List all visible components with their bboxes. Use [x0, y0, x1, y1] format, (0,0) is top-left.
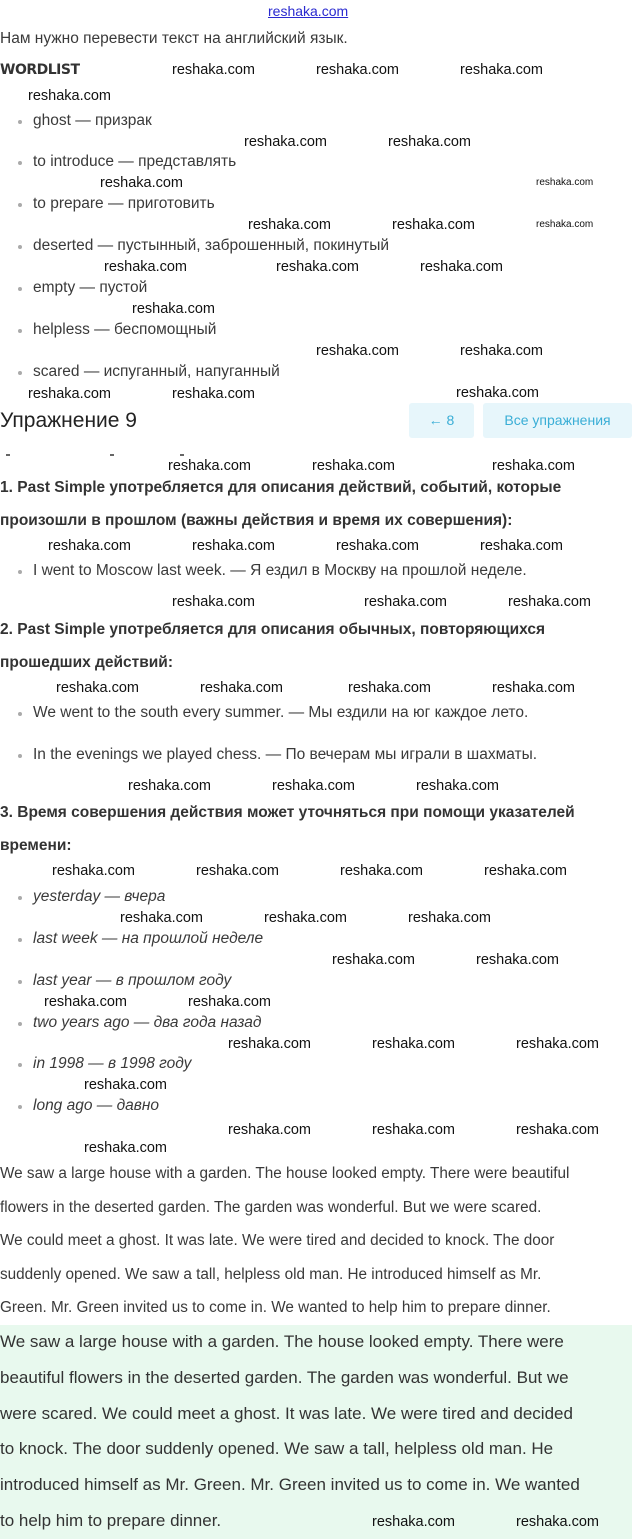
watermark: reshaka.com — [276, 259, 360, 275]
watermark: reshaka.com — [340, 863, 424, 879]
watermark: reshaka.com — [244, 134, 328, 150]
bullet — [18, 287, 22, 291]
rule-3-cont: времени: — [0, 837, 72, 854]
watermark: reshaka.com — [120, 910, 204, 926]
watermark: reshaka.com — [188, 994, 272, 1010]
watermark: reshaka.com — [516, 1514, 600, 1530]
watermark: reshaka.com — [52, 863, 136, 879]
answer-line: to knock. The door suddenly opened. We saw a tall, helpless old man. He — [0, 1439, 554, 1458]
rule-1-cont: произошли в прошлом (важны действия и время их совершения): — [0, 512, 513, 529]
text-line: We could meet a ghost. It was late. We were tired and decided to knock. The door — [0, 1232, 555, 1249]
watermark: reshaka.com — [228, 1036, 312, 1052]
text-line: flowers in the deserted garden. The garden was wonderful. But we were scared. — [0, 1199, 542, 1216]
bullet — [18, 371, 22, 375]
watermark: reshaka.com — [392, 217, 476, 233]
bullet — [18, 980, 22, 984]
bullet — [18, 245, 22, 249]
bullet — [18, 329, 22, 333]
watermark: reshaka.com — [312, 458, 396, 474]
answer-box — [0, 1325, 632, 1539]
watermark: reshaka.com — [104, 259, 188, 275]
rule-2-cont: прошедших действий: — [0, 654, 173, 671]
watermark: reshaka.com — [200, 680, 284, 696]
watermark: reshaka.com — [84, 1140, 168, 1156]
watermark: reshaka.com — [372, 1514, 456, 1530]
watermark: reshaka.com — [516, 1122, 600, 1138]
watermark: reshaka.com — [272, 778, 356, 794]
watermark: reshaka.com — [388, 134, 472, 150]
divider-mark — [110, 454, 114, 456]
bullet — [18, 896, 22, 900]
example-item: last week — на прошлой неделе — [33, 930, 264, 947]
bullet — [18, 1105, 22, 1109]
rule-number: 1. — [0, 479, 13, 496]
list-item: helpless — беспомощный — [33, 321, 217, 338]
watermark: reshaka.com — [228, 1122, 312, 1138]
bullet — [18, 712, 22, 716]
answer-line: introduced himself as Mr. Green. Mr. Green invited us to come in. We wanted — [0, 1475, 580, 1494]
watermark: reshaka.com — [536, 177, 594, 188]
watermark: reshaka.com — [420, 259, 504, 275]
watermark: reshaka.com — [336, 538, 420, 554]
watermark: reshaka.com — [128, 778, 212, 794]
watermark: reshaka.com — [416, 778, 500, 794]
watermark: reshaka.com — [28, 386, 112, 402]
watermark: reshaka.com — [168, 458, 252, 474]
divider-mark — [6, 454, 10, 456]
example-item: In the evenings we played chess. — По вечерам мы играли в шахматы. — [33, 746, 538, 763]
answer-line: We saw a large house with a garden. The house looked empty. There were — [0, 1332, 564, 1351]
bullet — [18, 938, 22, 942]
text-line: suddenly opened. We saw a tall, helpless old man. He introduced himself as Mr. — [0, 1266, 542, 1283]
rule-number: 3. — [0, 804, 13, 821]
watermark: reshaka.com — [316, 62, 400, 78]
list-item: scared — испуганный, напуганный — [33, 363, 280, 380]
watermark: reshaka.com — [172, 386, 256, 402]
watermark: reshaka.com — [480, 538, 564, 554]
all-exercises-button[interactable]: Все упражнения — [483, 403, 632, 438]
watermark: reshaka.com — [192, 538, 276, 554]
watermark: reshaka.com — [460, 62, 544, 78]
watermark: reshaka.com — [84, 1077, 168, 1093]
rule-2 — [0, 620, 545, 640]
text-line: We saw a large house with a garden. The house looked empty. There were beautiful — [0, 1165, 570, 1182]
rule-text: Past Simple употребляется для описания обычных, повторяющихся — [17, 621, 546, 638]
rule-text: Время совершения действия может уточняться при помощи указателей — [17, 804, 575, 821]
watermark: reshaka.com — [348, 680, 432, 696]
bullet — [18, 161, 22, 165]
answer-line: were scared. We could meet a ghost. It was late. We were tired and decided — [0, 1404, 573, 1423]
list-item: empty — пустой — [33, 279, 148, 296]
list-item: to introduce — представлять — [33, 153, 237, 170]
watermark: reshaka.com — [456, 385, 540, 401]
watermark: reshaka.com — [508, 594, 592, 610]
example-item: last year — в прошлом году — [33, 972, 232, 989]
bullet — [18, 203, 22, 207]
list-item: to prepare — приготовить — [33, 195, 215, 212]
watermark-link[interactable]: reshaka.com — [268, 3, 349, 19]
rule-3 — [0, 803, 575, 823]
list-item: deserted — пустынный, заброшенный, покинутый — [33, 237, 390, 254]
watermark: reshaka.com — [372, 1122, 456, 1138]
watermark: reshaka.com — [332, 952, 416, 968]
rule-text: Past Simple употребляется для описания действий, событий, которые — [17, 479, 562, 496]
bullet — [18, 754, 22, 758]
watermark: reshaka.com — [372, 1036, 456, 1052]
watermark: reshaka.com — [172, 62, 256, 78]
divider-mark — [180, 454, 184, 456]
bullet — [18, 120, 22, 124]
intro-text: Нам нужно перевести текст на английский язык. — [0, 30, 348, 47]
example-item: long ago — давно — [33, 1097, 160, 1114]
watermark: reshaka.com — [408, 910, 492, 926]
rule-1 — [0, 478, 561, 498]
watermark: reshaka.com — [460, 343, 544, 359]
watermark: reshaka.com — [264, 910, 348, 926]
watermark: reshaka.com — [100, 175, 184, 191]
watermark: reshaka.com — [56, 680, 140, 696]
prev-exercise-button[interactable]: ← 8 — [409, 403, 474, 438]
watermark: reshaka.com — [248, 217, 332, 233]
example-item: yesterday — вчера — [33, 888, 166, 905]
watermark: reshaka.com — [44, 994, 128, 1010]
example-item: I went to Moscow last week. — Я ездил в Москву на прошлой неделе. — [33, 562, 527, 579]
answer-line: to help him to prepare dinner. — [0, 1511, 222, 1530]
watermark: reshaka.com — [536, 219, 594, 230]
watermark: reshaka.com — [316, 343, 400, 359]
text-line: Green. Mr. Green invited us to come in. We wanted to help him to prepare dinner. — [0, 1299, 551, 1316]
bullet — [18, 1022, 22, 1026]
example-item: two years ago — два года назад — [33, 1014, 262, 1031]
bullet — [18, 1063, 22, 1067]
exercise-title: Упражнение 9 — [0, 409, 137, 432]
example-item: We went to the south every summer. — Мы ездили на юг каждое лето. — [33, 704, 529, 721]
watermark: reshaka.com — [492, 458, 576, 474]
watermark: reshaka.com — [132, 301, 216, 317]
watermark: reshaka.com — [28, 88, 112, 104]
wordlist-title: WORDLIST — [0, 62, 80, 78]
watermark: reshaka.com — [476, 952, 560, 968]
watermark: reshaka.com — [484, 863, 568, 879]
watermark: reshaka.com — [516, 1036, 600, 1052]
bullet — [18, 570, 22, 574]
watermark: reshaka.com — [364, 594, 448, 610]
list-item: ghost — призрак — [33, 112, 152, 129]
example-item: in 1998 — в 1998 году — [33, 1055, 192, 1072]
rule-number: 2. — [0, 621, 13, 638]
watermark: reshaka.com — [492, 680, 576, 696]
answer-line: beautiful flowers in the deserted garden. The garden was wonderful. But we — [0, 1368, 569, 1387]
watermark: reshaka.com — [172, 594, 256, 610]
watermark: reshaka.com — [196, 863, 280, 879]
watermark: reshaka.com — [48, 538, 132, 554]
